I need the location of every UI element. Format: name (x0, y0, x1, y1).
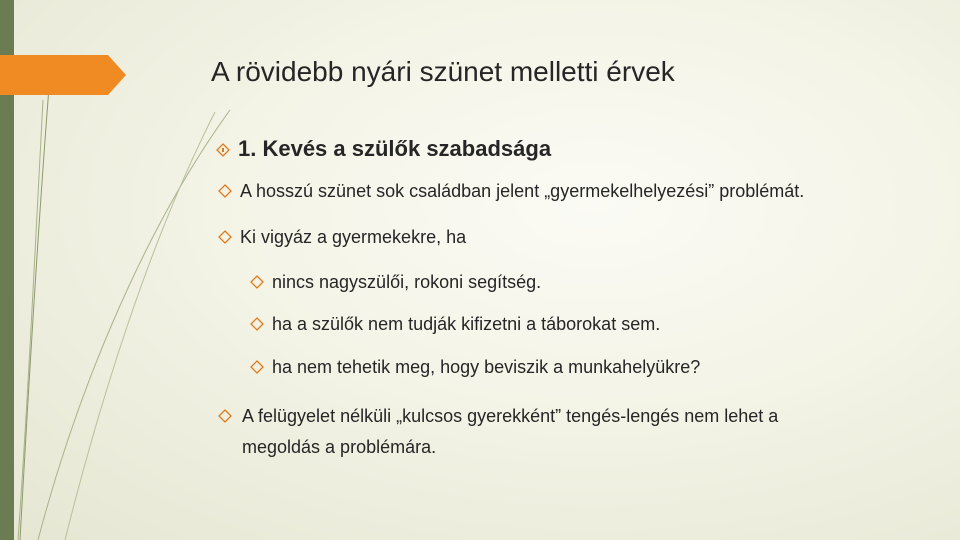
sub-bullet-item (250, 314, 660, 335)
diamond-bullet-icon (250, 317, 264, 331)
title-arrow-accent (0, 55, 126, 95)
bullet-text: A felügyelet nélküli „kulcsos gyerekként” tengés-lengés nem lehet a megoldás a problémára. (242, 406, 779, 457)
diamond-bullet-icon (216, 143, 230, 157)
bullet-item (218, 181, 804, 202)
bullet-text: ha a szülők nem tudják kifizetni a táborokat sem. (272, 314, 661, 334)
diamond-bullet-icon (218, 409, 232, 423)
sub-bullet-item (250, 272, 541, 293)
bullet-text: nincs nagyszülői, rokoni segítség. (272, 272, 542, 292)
sub-bullet-item (250, 357, 700, 378)
diamond-bullet-icon (218, 230, 232, 244)
bullet-text: 1. Kevés a szülők szabadsága (238, 136, 552, 161)
diamond-bullet-icon (250, 275, 264, 289)
diamond-bullet-icon (250, 360, 264, 374)
bullet-text: Ki vigyáz a gyermekekre, ha (240, 227, 467, 247)
slide-title: A rövidebb nyári szünet melletti érvek (211, 56, 675, 87)
bullet-heading (216, 136, 551, 162)
bullet-item (218, 401, 858, 463)
bullet-text: A hosszú szünet sok családban jelent „gyermekelhelyezési” problémát. (240, 181, 805, 201)
diamond-bullet-icon (218, 184, 232, 198)
bullet-item (218, 227, 466, 248)
bullet-text: ha nem tehetik meg, hogy beviszik a munkahelyükre? (272, 357, 701, 377)
